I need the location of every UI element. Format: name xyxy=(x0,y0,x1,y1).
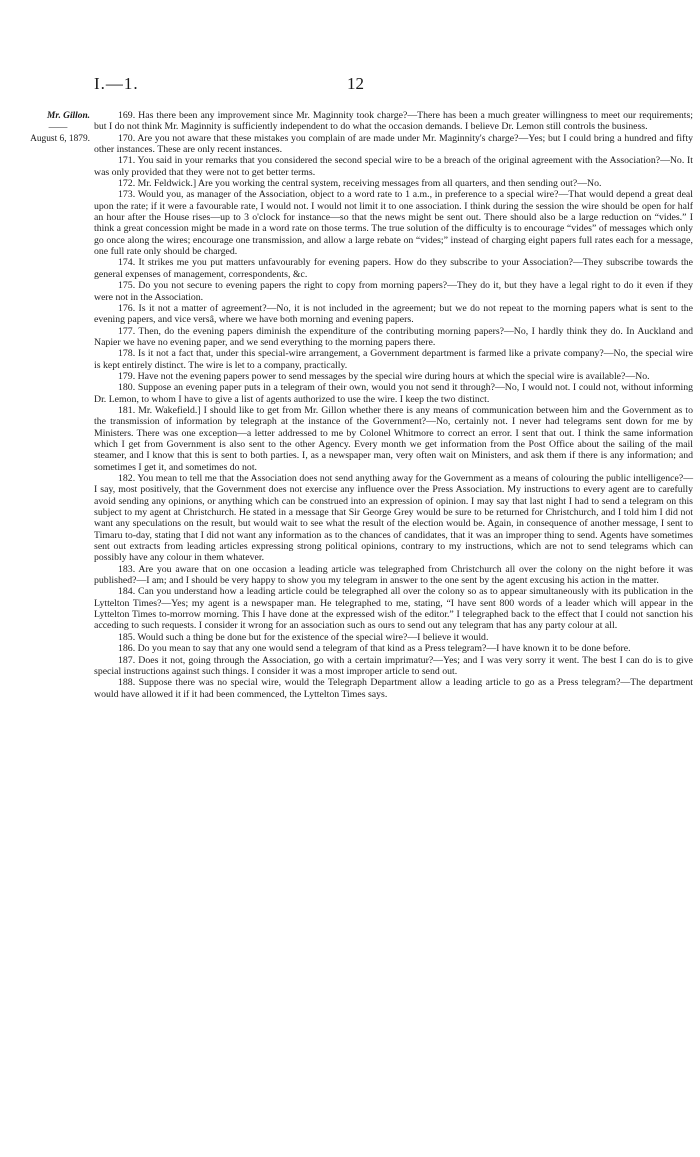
hearing-date: August 6, 1879. xyxy=(30,134,90,144)
paragraph-187: 187. Does it not, going through the Association, go with a certain imprimatur?—Yes; and I was very sorry it went. The best I can do is to give special instructions against such things. I consider it was a most improper article to send out. xyxy=(94,654,693,677)
paragraph-184: 184. Can you understand how a leading article could be telegraphed all over the colony so as to appear simultaneously with its publication in the Lyttelton Times?—Yes; my agent is a newspaper man. He telegraphed to me, stating, “I have sent 800 words of a leader which will appear in the Lyttelton Times to-morrow morning. This I have done at the expressed wish of the editor.” I telegraphed back to the effect that I could not sanction his acceding to such requests. I consider it wrong for an association such as ours to send out any telegram that has any party colour at all. xyxy=(94,586,693,632)
paragraph-169: 169. Has there been any improvement since Mr. Maginnity took charge?—There has been a much greater willingness to meet our requirements; but I do not think Mr. Maginnity is sufficiently independent to do what the occasion demands. I believe Dr. Lemon still controls the business. xyxy=(94,110,693,133)
document-reference: I.—1. xyxy=(94,74,139,93)
paragraph-171: 171. You said in your remarks that you considered the second special wire to be a breach of the original agreement with the Association?—No. It was only provided that they were not to get better terms. xyxy=(94,155,693,178)
paragraph-170: 170. Are you not aware that these mistakes you complain of are made under Mr. Maginnity's charge?—Yes; but I could bring a hundred and fifty other instances. These are only recent instances. xyxy=(94,132,693,156)
paragraph-173: 173. Would you, as manager of the Association, object to a word rate to 1 a.m., in preference to a special wire?—That would depend a great deal upon the rate; if it were a favourable rate, I would not. I would not limit it to one association. I think during the session the wire should be open for half an hour after the House rises—up to 3 o'clock for instance—so that the news might be sent out. There should also be a large reduction on “vides.” I think a great concession might be made in a word rate on those terms. The true solution of the difficulty is to encourage “vides” of messages which only go once along the wires; encourage one transmission, and allow a large rebate on “vides;” instead of charging eight papers full rates each for a message, one full rate only should be charged. xyxy=(94,189,693,258)
paragraph-183: 183. Are you aware that on one occasion a leading article was telegraphed from Christchurch all over the colony on the night before it was published?—I am; and I should be very happy to show you my telegram in answer to the one sent by the agent excusing his action in the matter. xyxy=(94,563,693,587)
margin-note xyxy=(6,111,90,146)
paragraph-175: 175. Do you not secure to evening papers the right to copy from morning papers?—They do it, but they have a legal right to do it even if they were not in the Association. xyxy=(94,280,693,303)
paragraph-179: 179. Have not the evening papers power to send messages by the special wire during hours at which the special wire is available?—No. xyxy=(118,370,650,382)
paragraph-185: 185. Would such a thing be done but for the existence of the special wire?—I believe it would. xyxy=(118,631,489,643)
paragraph-174: 174. It strikes me you put matters unfavourably for evening papers. How do they subscribe to your Association?—They subscribe towards the general expenses of management, correspondents, &c. xyxy=(94,257,693,280)
paragraph-180: 180. Suppose an evening paper puts in a telegram of their own, would you not send it through?—No, I would not. I could not, without informing Dr. Lemon, to whom I have to give a list of agents authorized to use the wire. I keep the two distinct. xyxy=(94,382,693,405)
paragraph-182: 182. You mean to tell me that the Association does not send anything away for the Government as a means of colouring the public intelligence?—I say, most positively, that the Government does not exercise any influence over the Press Association. My instructions to every agent are to carefully avoid sending any opinions, or anything which can be construed into an expression of opinion. I may say that last night I had to send a telegram on this subject to my agent at Christchurch. He stated in a message that Sir George Grey would be sure to be returned for Christchurch, and I told him I did not want any speculations on the result, but would wait to see what the result of the election would be. Again, in consequence of another message, I sent to Timaru to-day, stating that I did not want any information as to the chances of candidates, that it was an improper thing to send. Agents have sometimes sent out extracts from leading articles expressing strong political opinions, contrary to my instructions, which are not to send telegrams which can possibly have any colour in them whatever. xyxy=(94,473,693,564)
paragraph-188: 188. Suppose there was no special wire, would the Telegraph Department allow a leading article to go as a Press telegram?—The department would have allowed it if it had been commenced, the Lyttelton Times says. xyxy=(94,677,693,700)
testimony-body xyxy=(94,110,693,700)
paragraph-178: 178. Is it not a fact that, under this special-wire arrangement, a Government department is farmed like a private company?—No, the special wire is kept entirely distinct. The wire is let to a company, practically. xyxy=(94,348,693,371)
paragraph-176: 176. Is it not a matter of agreement?—No, it is not included in the agreement; but we do not repeat to the morning papers what is sent to the evening papers, and vice versâ, where we have both morning and evening papers. xyxy=(94,302,693,326)
page-header xyxy=(94,74,660,96)
paragraph-181: 181. Mr. Wakefield.] I should like to get from Mr. Gillon whether there is any means of communication between him and the Government as to the transmission of information by telegraph at the instance of the Government?—No, certainly not. I never had telegrams sent down for me by Ministers. There was one exception—a letter addressed to me by Colonel Whitmore to correct an error. I sent that out. I think the same information which I get from Government is also sent to the other Agency. Every month we get information from the Post Office about the sailing of the mail steamer, and I know that this is sent to both parties. I, as a newspaper man, very often wait on Ministers, and ask them if there is any information; and sometimes I get it, and sometimes do not. xyxy=(94,404,693,473)
paragraph-172: 172. Mr. Feldwick.] Are you working the central system, receiving messages from all quarters, and then sending out?—No. xyxy=(118,178,602,190)
margin-separator: —— xyxy=(48,122,68,133)
paragraph-177: 177. Then, do the evening papers diminish the expenditure of the contributing morning papers?—No, I hardly think they do. In Auckland and Napier we have no evening paper, and we send everything to the morning papers there. xyxy=(94,325,693,348)
page-number: 12 xyxy=(347,74,364,93)
witness-name: Mr. Gillon. xyxy=(47,111,90,121)
paragraph-186: 186. Do you mean to say that any one would send a telegram of that kind as a Press telegram?—I have known it to be done before. xyxy=(118,643,631,655)
